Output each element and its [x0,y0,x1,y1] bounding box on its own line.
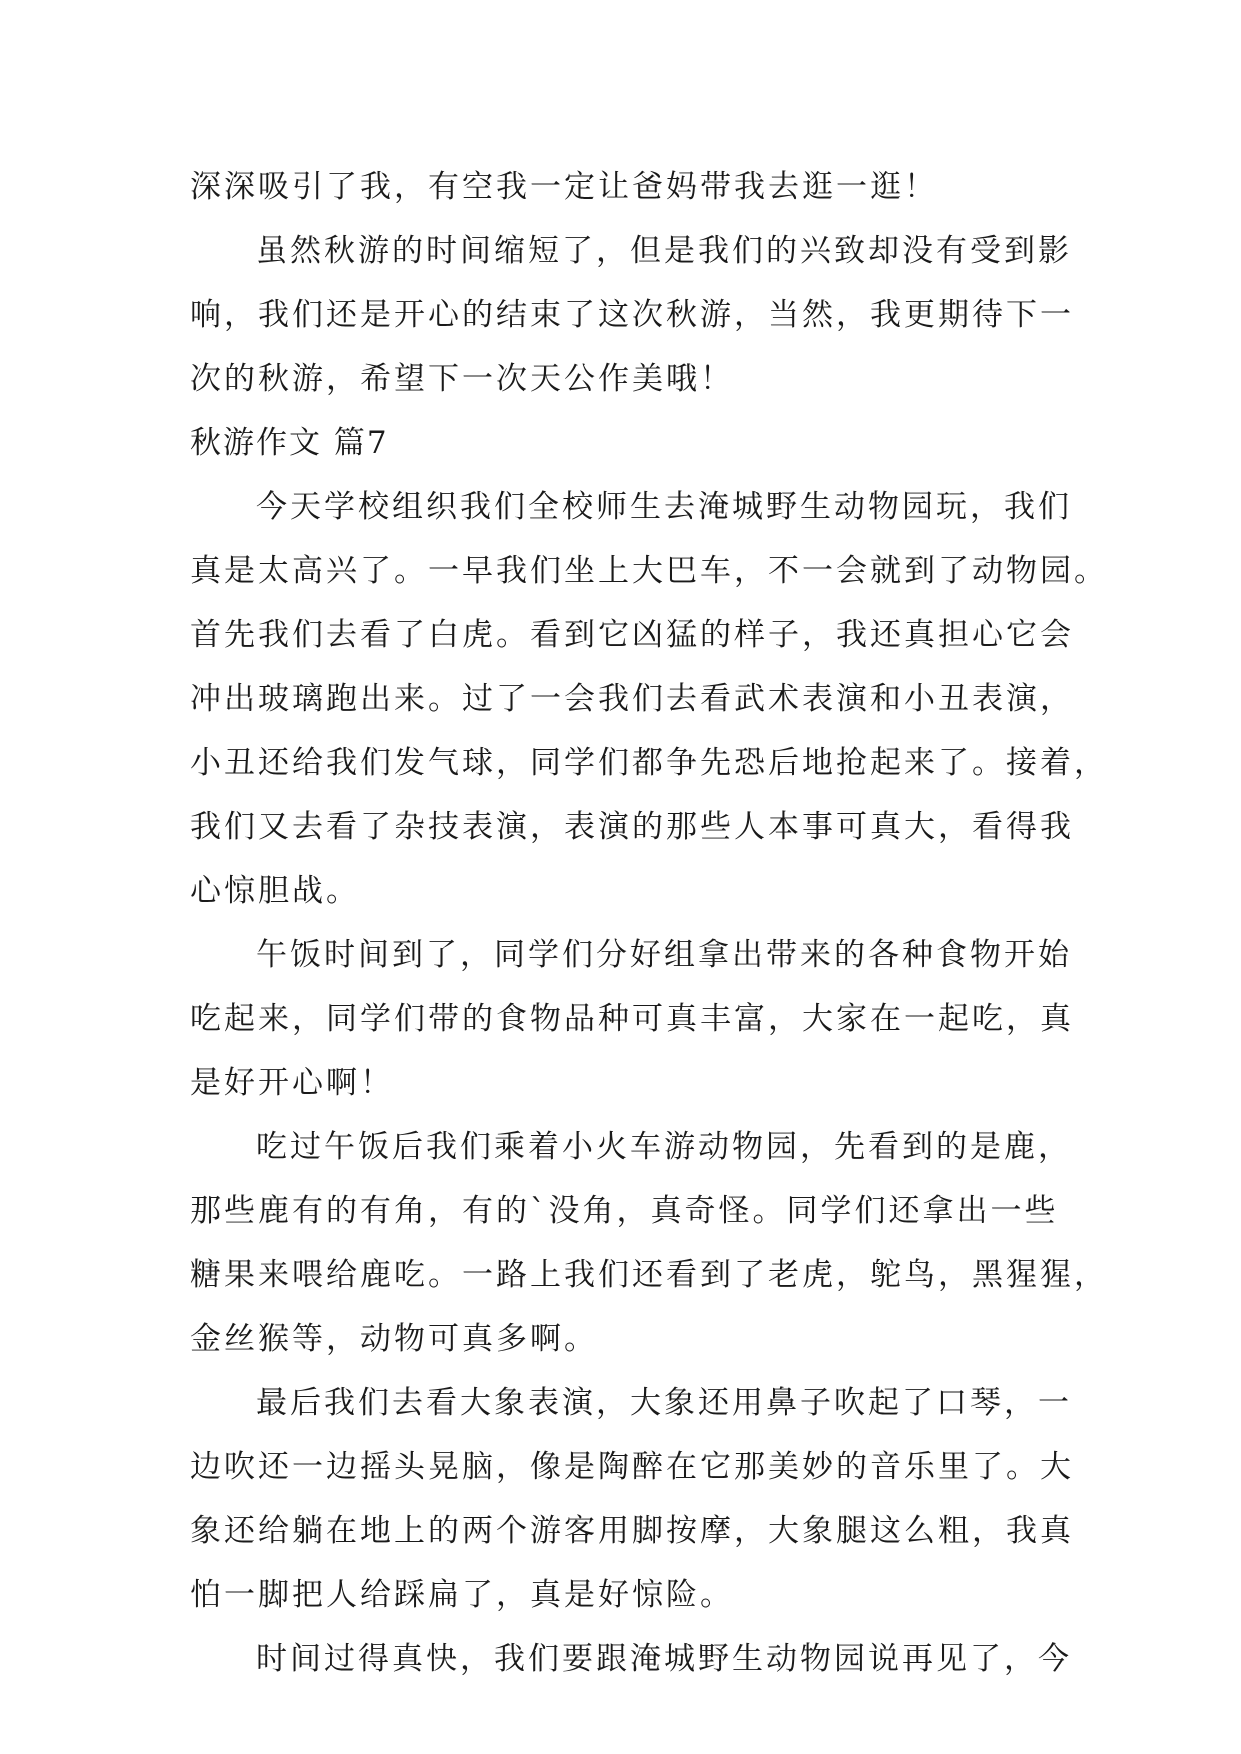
paragraph-line: 怕一脚把人给踩扁了，真是好惊险。 [190,1577,734,1613]
paragraph-line: 首先我们去看了白虎。看到它凶猛的样子，我还真担心它会 [190,617,1074,653]
section-heading: 秋游作文 篇7 [190,425,389,461]
paragraph-line: 午饭时间到了，同学们分好组拿出带来的各种食物开始 [256,937,1072,973]
text-body [190,155,1108,1691]
paragraph-line: 心惊胆战。 [190,873,360,909]
paragraph-line: 深深吸引了我，有空我一定让爸妈带我去逛一逛！ [190,169,938,205]
paragraph-line: 响，我们还是开心的结束了这次秋游，当然，我更期待下一 [190,297,1074,333]
paragraph-line: 那些鹿有的有角，有的`没角，真奇怪。同学们还拿出一些 [190,1193,1059,1229]
paragraph-line: 最后我们去看大象表演，大象还用鼻子吹起了口琴，一 [256,1385,1072,1421]
paragraph-line: 吃过午饭后我们乘着小火车游动物园，先看到的是鹿， [256,1129,1072,1165]
paragraph-line: 小丑还给我们发气球，同学们都争先恐后地抢起来了。接着， [190,745,1108,781]
paragraph-line: 边吹还一边摇头晃脑，像是陶醉在它那美妙的音乐里了。大 [190,1449,1074,1485]
paragraph-line: 吃起来，同学们带的食物品种可真丰富，大家在一起吃，真 [190,1001,1074,1037]
paragraph-line: 金丝猴等，动物可真多啊。 [190,1321,598,1357]
paragraph-line: 象还给躺在地上的两个游客用脚按摩，大象腿这么粗，我真 [190,1513,1074,1549]
paragraph-line: 今天学校组织我们全校师生去淹城野生动物园玩，我们 [256,489,1072,525]
paragraph-line: 虽然秋游的时间缩短了，但是我们的兴致却没有受到影 [256,233,1072,269]
paragraph-line: 是好开心啊！ [190,1065,394,1101]
paragraph-line: 糖果来喂给鹿吃。一路上我们还看到了老虎，鸵鸟，黑猩猩， [190,1257,1108,1293]
paragraph-line: 时间过得真快，我们要跟淹城野生动物园说再见了，今 [256,1641,1072,1677]
paragraph-line: 次的秋游，希望下一次天公作美哦！ [190,361,734,397]
paragraph-line: 真是太高兴了。一早我们坐上大巴车，不一会就到了动物园。 [190,553,1108,589]
paragraph-line: 我们又去看了杂技表演，表演的那些人本事可真大，看得我 [190,809,1074,845]
paragraph-line: 冲出玻璃跑出来。过了一会我们去看武术表演和小丑表演， [190,681,1074,717]
